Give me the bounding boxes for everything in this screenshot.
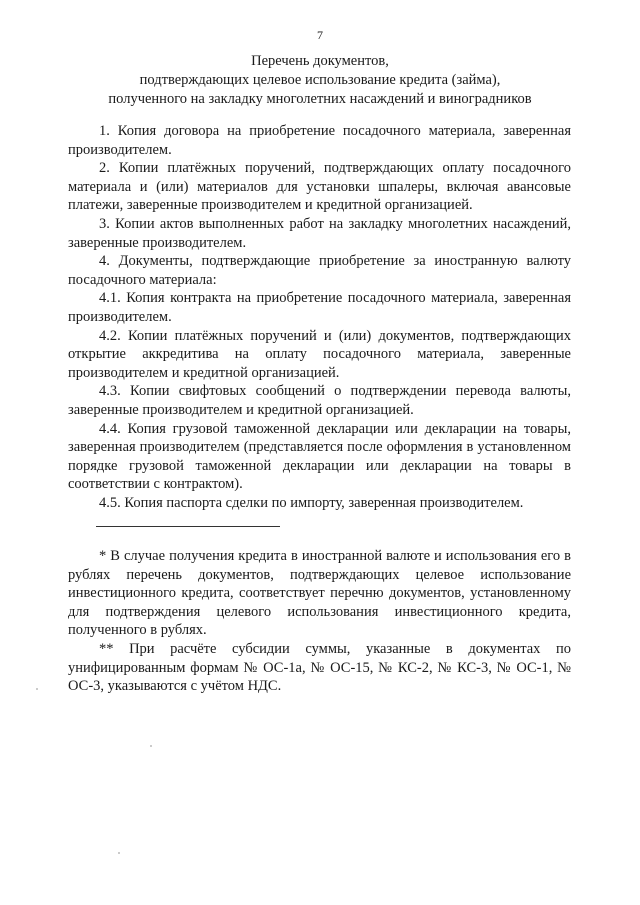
- list-item-4-1: 4.1. Копия контракта на приобретение посадочного материала, заверенная производителем.: [68, 290, 571, 325]
- document-list: [68, 122, 571, 512]
- scan-speck: [150, 745, 152, 747]
- list-item-4-3: 4.3. Копии свифтовых сообщений о подтверждении перевода валюты, заверенные производителем и кредитной организацией.: [68, 383, 571, 418]
- footnotes: [68, 547, 571, 696]
- list-item-4-5: 4.5. Копия паспорта сделки по импорту, заверенная производителем.: [99, 494, 524, 511]
- footnote-1: * В случае получения кредита в иностранной валюте и использования его в рублях перечень документов, подтверждающих целевое использование инвестиционного кредита, соответствует перечню документов, установленному для подтверждения целевого использования инвестиционного кредита, полученного в рублях.: [68, 548, 571, 639]
- list-item-2: 2. Копии платёжных поручений, подтверждающих оплату посадочного материала и (или) материалов для установки шпалеры, включая авансовые платежи, заверенные производителем и кредитной организацией.: [68, 160, 571, 214]
- list-item-4: 4. Документы, подтверждающие приобретение за иностранную валюту посадочного материала:: [68, 253, 571, 288]
- list-item-1: 1. Копия договора на приобретение посадочного материала, заверенная производителем.: [68, 123, 571, 158]
- title-line-1: Перечень документов,: [251, 53, 389, 69]
- list-item-3: 3. Копии актов выполненных работ на закладку многолетних насаждений, заверенные производителем.: [68, 215, 571, 251]
- document-title: [60, 52, 580, 109]
- list-item-4-4: 4.4. Копия грузовой таможенной декларации или декларации на товары, заверенная производителем (представляется после оформления в установленном порядке грузовой таможенной декларации или декларации на товары в соответствии с контрактом).: [68, 420, 571, 493]
- title-line-2: подтверждающих целевое использование кредита (займа),: [139, 72, 501, 88]
- page-number: 7: [317, 28, 323, 42]
- footnote-2: ** При расчёте субсидии суммы, указанные в документах по унифицированным формам № ОС-1а, № ОС-15, № КС-2, № КС-3, № ОС-1, № ОС-3, указываются с учётом НДС.: [68, 640, 571, 695]
- list-item-4-2: 4.2. Копии платёжных поручений и (или) документов, подтверждающих открытие аккредитива на оплату посадочного материала, заверенные производителем и кредитной организацией.: [68, 327, 571, 381]
- scan-speck: [36, 688, 38, 690]
- scan-speck: [118, 852, 120, 854]
- title-line-3: полученного на закладку многолетних насаждений и виноградников: [108, 91, 532, 107]
- footnote-separator: [96, 526, 280, 527]
